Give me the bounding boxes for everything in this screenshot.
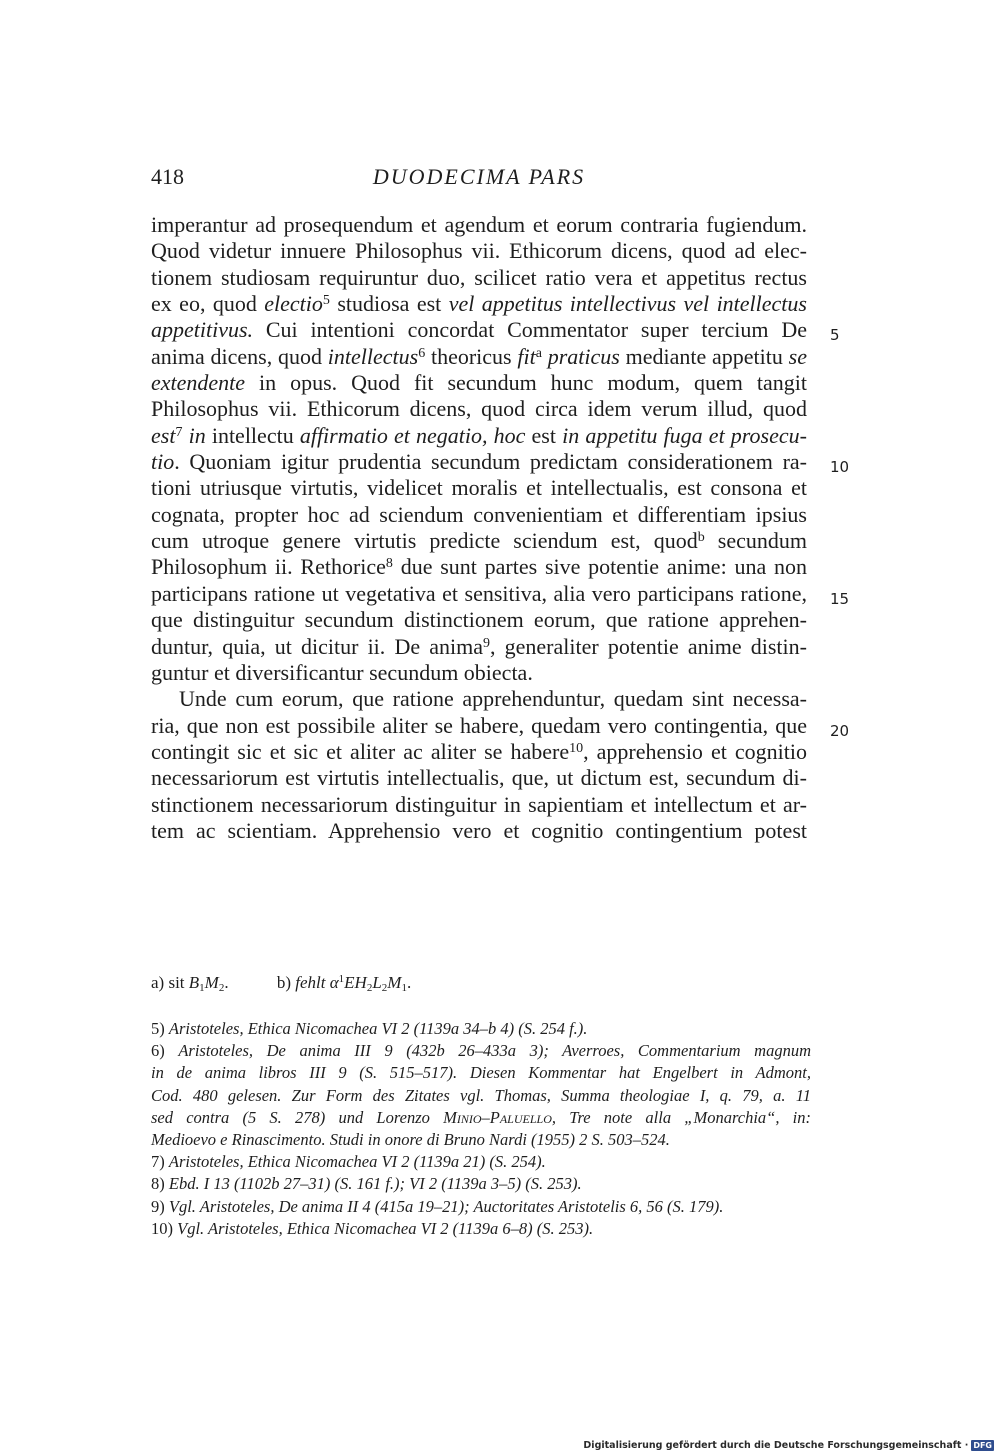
text-line: tio. Quoniam igitur prudentia secundum predictam considerationem ra- (151, 449, 807, 475)
text-line: Philosophus vii. Ethicorum dicens, quod circa idem verum illud, quod (151, 396, 807, 422)
footnote: 9) Vgl. Aristoteles, De anima II 4 (415a 19–21); Auctoritates Aristotelis 6, 56 (S. 179). (151, 1196, 724, 1216)
text-line: extendente in opus. Quod fit secundum hunc modum, quem tangit (151, 370, 807, 396)
footnote-ref: 8 (385, 556, 393, 572)
footnote: 10) Vgl. Aristoteles, Ethica Nicomachea VI 2 (1139a 6–8) (S. 253). (151, 1218, 594, 1238)
footer-text: Digitalisierung gefördert durch die Deutsche Forschungsgemeinschaft · (583, 1440, 969, 1451)
text-line: necessariorum est virtutis intellectualis, que, ut dictum est, secundum di- (151, 765, 807, 791)
footnote-ref: 7 (175, 424, 183, 440)
line-number: 10 (830, 458, 850, 476)
text-line: duntur, quia, ut dicitur ii. De anima$^9$, generaliter potentie anime distin- (151, 633, 807, 659)
line-number: 20 (830, 722, 850, 740)
footnote: 5) Aristoteles, Ethica Nicomachea VI 2 (1139a 34–b 4) (S. 254 f.). (151, 1019, 588, 1038)
text-line: contingit sic et sic et aliter ac aliter se habere$^{10}$, apprehensio et cognitio (151, 738, 807, 764)
apparatus-entry: b) fehlt $\alpha^1EH_2L_2M_1$. (276, 973, 412, 994)
footnote: 6) Aristoteles, De anima III 9 (432b 26–433a 3); Averroes, Commentarium magnum (151, 1041, 811, 1061)
footnote-ref: 6 (418, 345, 426, 361)
funding-footer (583, 1440, 994, 1451)
footnote-continuation: sed contra (5 S. 278) und Lorenzo Minio–Paluello, Tre note alla „Monarchia“, in: (151, 1107, 811, 1127)
text-line: tioni utriusque virtutis, videlicet moralis et intellectualis, est consona et (151, 475, 807, 501)
critical-apparatus (151, 972, 411, 994)
footnote-ref: 5 (322, 293, 330, 309)
text-line: Philosophum ii. Rethorice$^8$ due sunt partes sive potentie anime: una non (151, 554, 807, 580)
page-number: 418 (151, 164, 184, 189)
footnote-ref: 10 (569, 740, 584, 756)
text-line: que distinguitur secundum distinctionem eorum, que ratione apprehen- (151, 607, 807, 633)
footnote: 7) Aristoteles, Ethica Nicomachea VI 2 (1139a 21) (S. 254). (151, 1152, 546, 1172)
line-number: 15 (830, 590, 850, 608)
text-line: cognata, propter hoc ad sciendum convenientiam et differentiam ipsius (151, 501, 807, 527)
footnotes (151, 1018, 811, 1240)
footnote-continuation: Medioevo e Rinascimento. Studi in onore di Bruno Nardi (1955) 2 S. 503–524. (151, 1130, 670, 1150)
footnote-ref: 9 (483, 635, 490, 651)
apparatus-ref: b (697, 530, 705, 546)
line-number: 5 (830, 326, 840, 344)
text-line: participans ratione ut vegetativa et sensitiva, alia vero participans ratione, (151, 580, 807, 606)
apparatus-ref: a (535, 345, 542, 361)
text-line: ex eo, quod electio$^5$ studiosa est vel appetitus intellectivus vel intellectus (151, 291, 807, 317)
running-head: DUODECIMA PARS (372, 164, 586, 189)
text-line: Unde cum eorum, que ratione apprehenduntur, quedam sint necessa- (179, 686, 807, 712)
main-text (151, 212, 807, 844)
footnote: 8) Ebd. I 13 (1102b 27–31) (S. 161 f.); VI 2 (1139a 3–5) (S. 253). (151, 1174, 582, 1194)
text-line: tem ac scientiam. Apprehensio vero et cognitio contingentium potest (151, 817, 807, 843)
footnote-continuation: Cod. 480 gelesen. Zur Form des Zitates vgl. Thomas, Summa theologiae I, q. 79, a. 11 (151, 1085, 811, 1105)
text-line: stinctionem necessariorum distinguitur in sapientiam et intellectum et ar- (151, 791, 807, 817)
text-line: Quod videtur innuere Philosophus vii. Ethicorum dicens, quod ad elec- (151, 238, 807, 264)
dfg-logo: DFG (973, 1441, 992, 1450)
text-line: imperantur ad prosequendum et agendum et eorum contraria fugiendum. (151, 212, 807, 237)
text-line: ria, que non est possibile aliter se habere, quedam vero contingentia, que (151, 712, 807, 738)
text-line: tionem studiosam requiruntur duo, scilicet ratio vera et appetitus rectus (151, 264, 807, 290)
text-line: cum utroque genere virtutis predicte sciendum est, quod$^b$ secundum (151, 528, 808, 554)
text-line: est$^7$ in intellectu affirmatio et negatio, hoc est in appetitu fuga et prosecu- (151, 422, 807, 448)
apparatus-entry: a) sit $B_1M_2$. (151, 973, 229, 994)
text-line: anima dicens, quod intellectus$^6$ theoricus fit$^a$ praticus mediante appetitu se (151, 343, 807, 369)
footnote-continuation: in de anima libros III 9 (S. 515–517). Diesen Kommentar hat Engelbert in Admont, (151, 1063, 811, 1083)
text-line: guntur et diversificantur secundum obiecta. (151, 659, 533, 685)
text-line: appetitivus. Cui intentioni concordat Commentator super tercium De (151, 317, 807, 343)
